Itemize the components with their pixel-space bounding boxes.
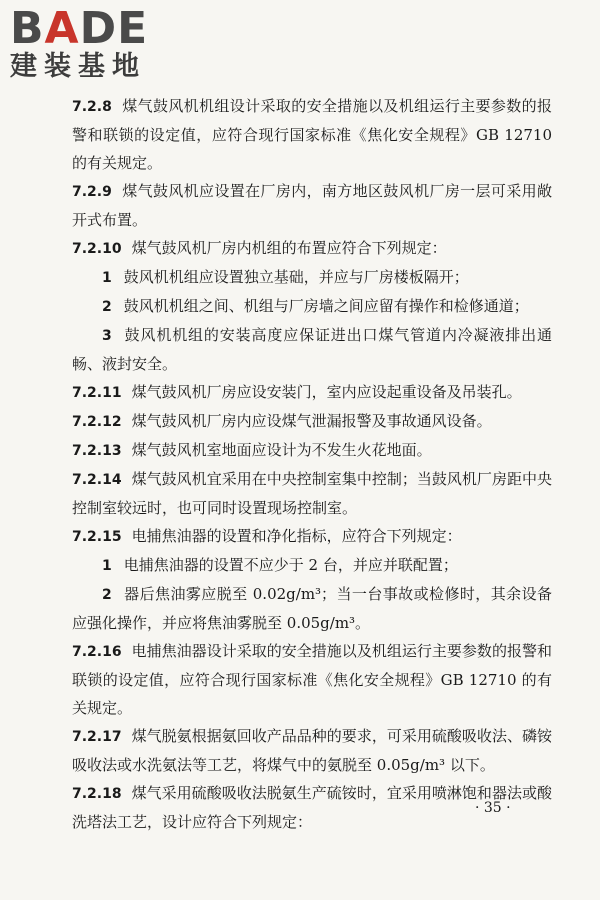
item-text: 电捕焦油器的设置不应少于 2 台，并应并联配置； [123, 556, 458, 574]
clause-number: 7.2.14 [72, 472, 122, 488]
clause-number: 7.2.16 [72, 644, 122, 660]
item-number: 1 [102, 270, 112, 286]
clause-text: 煤气鼓风机宜采用在中央控制室集中控制；当鼓风机厂房距中央控制室较远时，也可同时设置现场控制室。 [72, 470, 552, 517]
clause-number: 7.2.10 [72, 241, 122, 257]
logo-brand-part: B [10, 3, 45, 54]
clause-item [72, 263, 552, 292]
item-text: 器后焦油雾应脱至 0.02g/m³；当一台事故或检修时，其余设备应强化操作，并应将焦油雾脱至 0.05g/m³。 [72, 585, 552, 632]
clause-7-2-8 [72, 92, 552, 177]
clause-text: 煤气鼓风机应设置在厂房内，南方地区鼓风机厂房一层可采用敞开式布置。 [72, 182, 552, 229]
item-text: 鼓风机机组的安装高度应保证进出口煤气管道内冷凝液排出通畅、液封安全。 [72, 326, 552, 373]
clause-text: 电捕焦油器的设置和净化指标，应符合下列规定： [131, 527, 462, 545]
clause-7-2-16 [72, 637, 552, 722]
clause-text: 电捕焦油器设计采取的安全措施以及机组运行主要参数的报警和联锁的设定值，应符合现行国家标准《焦化安全规程》GB 12710 的有关规定。 [72, 642, 552, 717]
clause-text: 煤气鼓风机厂房内应设煤气泄漏报警及事故通风设备。 [131, 412, 492, 430]
clause-text: 煤气鼓风机机组设计采取的安全措施以及机组运行主要参数的报警和联锁的设定值，应符合现行国家标准《焦化安全规程》GB 12710 的有关规定。 [72, 97, 552, 172]
clause-number: 7.2.18 [72, 786, 122, 802]
item-number: 2 [102, 587, 112, 603]
clause-7-2-12 [72, 407, 552, 436]
item-text: 鼓风机机组之间、机组与厂房墙之间应留有操作和检修通道； [123, 297, 529, 315]
clause-item [72, 551, 552, 580]
logo-subtitle: 建装基地 [10, 51, 146, 82]
item-number: 2 [102, 299, 112, 315]
clause-item [72, 321, 552, 378]
logo-brand-accent: A [44, 3, 80, 54]
clause-text: 煤气脱氨根据氨回收产品品种的要求，可采用硫酸吸收法、磷铵吸收法或水洗氨法等工艺，将煤气中的氨脱至 0.05g/m³ 以下。 [72, 727, 552, 774]
clause-7-2-15 [72, 522, 552, 551]
clause-item [72, 580, 552, 637]
clause-text: 煤气鼓风机室地面应设计为不发生火花地面。 [131, 441, 432, 459]
clause-7-2-9 [72, 177, 552, 234]
logo-brand-part: DE [79, 3, 149, 54]
clause-7-2-11 [72, 378, 552, 407]
clause-7-2-13 [72, 436, 552, 465]
item-number: 1 [102, 558, 112, 574]
clause-number: 7.2.15 [72, 529, 122, 545]
clause-7-2-17 [72, 722, 552, 779]
publisher-logo [10, 3, 180, 86]
clause-number: 7.2.12 [72, 414, 122, 430]
item-text: 鼓风机机组应设置独立基础，并应与厂房楼板隔开； [123, 268, 469, 286]
clause-text: 煤气采用硫酸吸收法脱氨生产硫铵时，宜采用喷淋饱和器法或酸洗塔法工艺，设计应符合下列规定： [72, 784, 552, 831]
logo-brand [10, 3, 180, 54]
clause-text: 煤气鼓风机厂房应设安装门，室内应设起重设备及吊装孔。 [131, 383, 522, 401]
clause-number: 7.2.17 [72, 729, 122, 745]
page-number: · 35 · [475, 800, 511, 816]
clause-number: 7.2.9 [72, 184, 112, 200]
clause-number: 7.2.11 [72, 385, 122, 401]
clause-7-2-10 [72, 234, 552, 263]
clause-number: 7.2.8 [72, 99, 112, 115]
clause-text: 煤气鼓风机厂房内机组的布置应符合下列规定： [131, 239, 447, 257]
clause-item [72, 292, 552, 321]
clause-7-2-14 [72, 465, 552, 522]
item-number: 3 [102, 328, 112, 344]
clause-number: 7.2.13 [72, 443, 122, 459]
document-body [72, 92, 552, 836]
